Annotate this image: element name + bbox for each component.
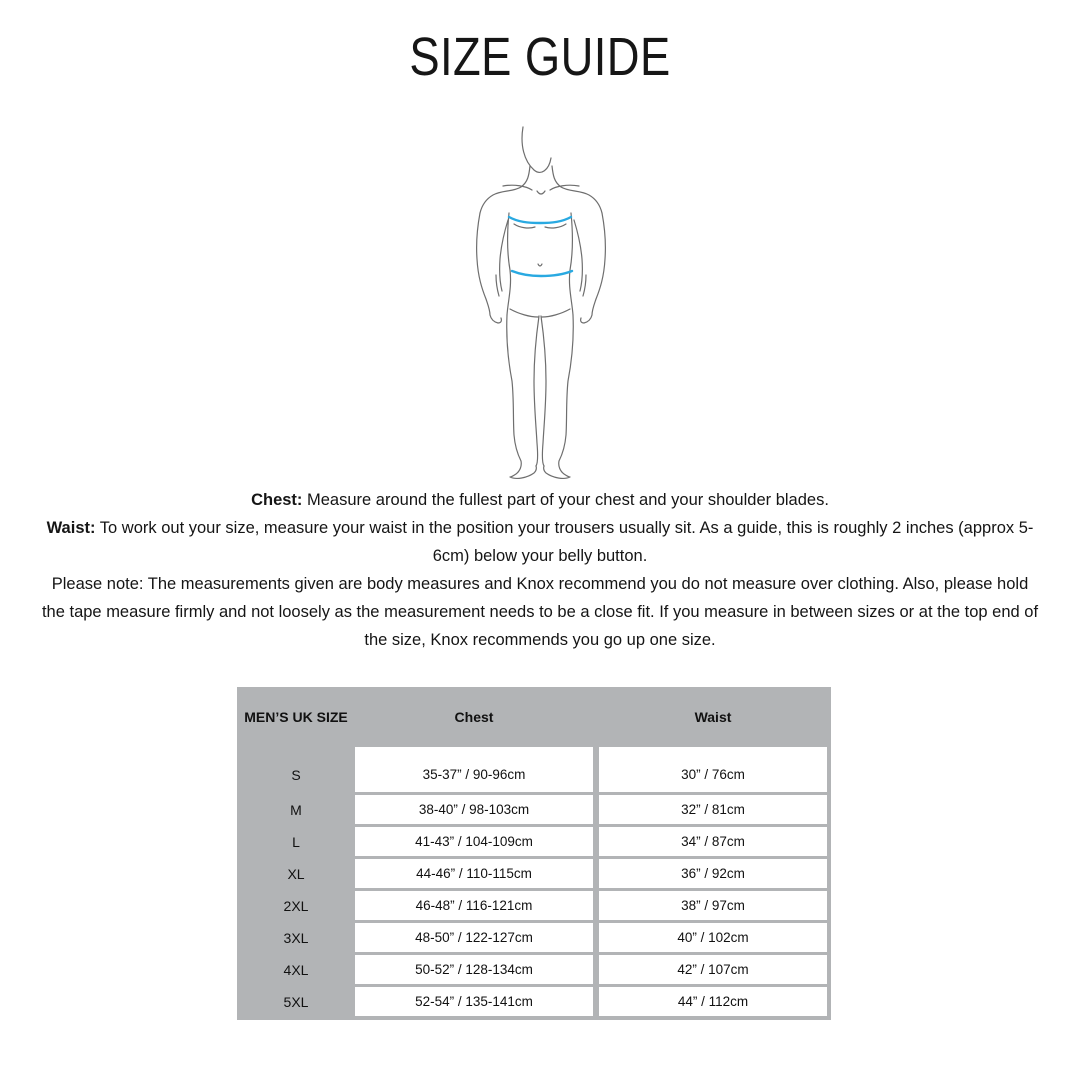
hand-right-line bbox=[583, 275, 586, 296]
waist-instruction bbox=[38, 514, 1042, 570]
chest-value: 48-50” / 122-127cm bbox=[355, 923, 593, 952]
chest-value: 46-48” / 116-121cm bbox=[355, 891, 593, 920]
size-label: M bbox=[290, 801, 302, 818]
table-row bbox=[237, 859, 831, 888]
waist-value: 36” / 92cm bbox=[599, 859, 827, 888]
groin-left-line bbox=[510, 309, 538, 317]
chest-value: 44-46” / 110-115cm bbox=[355, 859, 593, 888]
size-table-rows bbox=[237, 747, 831, 1019]
chest-value: 41-43” / 104-109cm bbox=[355, 827, 593, 856]
waist-value: 42” / 107cm bbox=[599, 955, 827, 984]
pec-left-line bbox=[514, 224, 535, 228]
arm-right-outer bbox=[581, 213, 606, 323]
waist-value: 44” / 112cm bbox=[599, 987, 827, 1016]
size-table bbox=[237, 687, 831, 1020]
chest-instruction bbox=[38, 486, 1042, 514]
arm-right-inner bbox=[574, 220, 582, 291]
table-row bbox=[237, 827, 831, 856]
chest-measure-line bbox=[509, 217, 571, 223]
chest-instruction-text: Measure around the fullest part of your chest and your shoulder blades. bbox=[307, 491, 829, 509]
table-row bbox=[237, 795, 831, 824]
head-outline bbox=[522, 127, 551, 172]
table-row bbox=[237, 923, 831, 952]
leg-left-outer bbox=[507, 315, 537, 478]
chest-value: 50-52” / 128-134cm bbox=[355, 955, 593, 984]
instructions-block bbox=[38, 486, 1042, 654]
table-row bbox=[237, 891, 831, 920]
arm-left-outer bbox=[477, 213, 502, 323]
leg-right-inner bbox=[541, 316, 546, 466]
waist-value: 38” / 97cm bbox=[599, 891, 827, 920]
male-body-figure-svg bbox=[430, 125, 670, 485]
size-label: 5XL bbox=[283, 993, 309, 1010]
header-chest: Chest bbox=[454, 709, 494, 725]
header-waist: Waist bbox=[694, 709, 732, 725]
table-row bbox=[237, 987, 831, 1016]
chest-instruction-label: Chest: bbox=[251, 491, 303, 509]
collarbone-left bbox=[503, 185, 532, 190]
arm-left-inner bbox=[500, 220, 508, 291]
waist-value: 32” / 81cm bbox=[599, 795, 827, 824]
groin-right-line bbox=[542, 309, 570, 317]
hand-left-line bbox=[496, 275, 499, 296]
size-label: 2XL bbox=[283, 897, 309, 914]
size-table-header bbox=[237, 687, 831, 747]
size-label: XL bbox=[287, 865, 305, 882]
neck-left-line bbox=[480, 166, 530, 213]
neck-right-line bbox=[552, 166, 602, 213]
table-row bbox=[237, 955, 831, 984]
torso-right-side bbox=[569, 213, 573, 315]
waist-instruction-text: To work out your size, measure your waist in the position your trousers usually sit. As a guide, this is roughly 2 inches (approx 5-6cm) below your belly button. bbox=[99, 519, 1034, 565]
size-label: L bbox=[292, 833, 300, 850]
collarbone-right bbox=[550, 185, 579, 190]
pec-right-line bbox=[545, 224, 566, 228]
page-title: SIZE GUIDE bbox=[409, 27, 671, 87]
waist-instruction-label: Waist: bbox=[46, 519, 96, 537]
size-label: 3XL bbox=[283, 929, 309, 946]
torso-left-side bbox=[507, 213, 511, 315]
header-size: MEN’S UK SIZE bbox=[244, 709, 348, 725]
size-label: 4XL bbox=[283, 961, 309, 978]
waist-value: 34” / 87cm bbox=[599, 827, 827, 856]
chest-value: 38-40” / 98-103cm bbox=[355, 795, 593, 824]
navel-mark bbox=[538, 264, 542, 266]
waist-value: 40” / 102cm bbox=[599, 923, 827, 952]
chest-value: 52-54” / 135-141cm bbox=[355, 987, 593, 1016]
male-body-figure bbox=[430, 125, 670, 485]
size-label: S bbox=[291, 766, 301, 783]
waist-value: 30” / 76cm bbox=[599, 747, 827, 792]
waist-measure-line bbox=[512, 271, 572, 276]
sternal-notch bbox=[537, 191, 545, 194]
table-row bbox=[237, 747, 831, 792]
chest-value: 35-37” / 90-96cm bbox=[355, 747, 593, 792]
leg-left-inner bbox=[534, 316, 539, 466]
note-text: Please note: The measurements given are body measures and Knox recommend you do not measure over clothing. Also, please hold the tape measure firmly and not loosely as the measurement needs to be a close fit. If you measure in between sizes or at the top end of the size, Knox recommends you go up one size. bbox=[41, 575, 1039, 649]
leg-right-outer bbox=[544, 315, 574, 478]
